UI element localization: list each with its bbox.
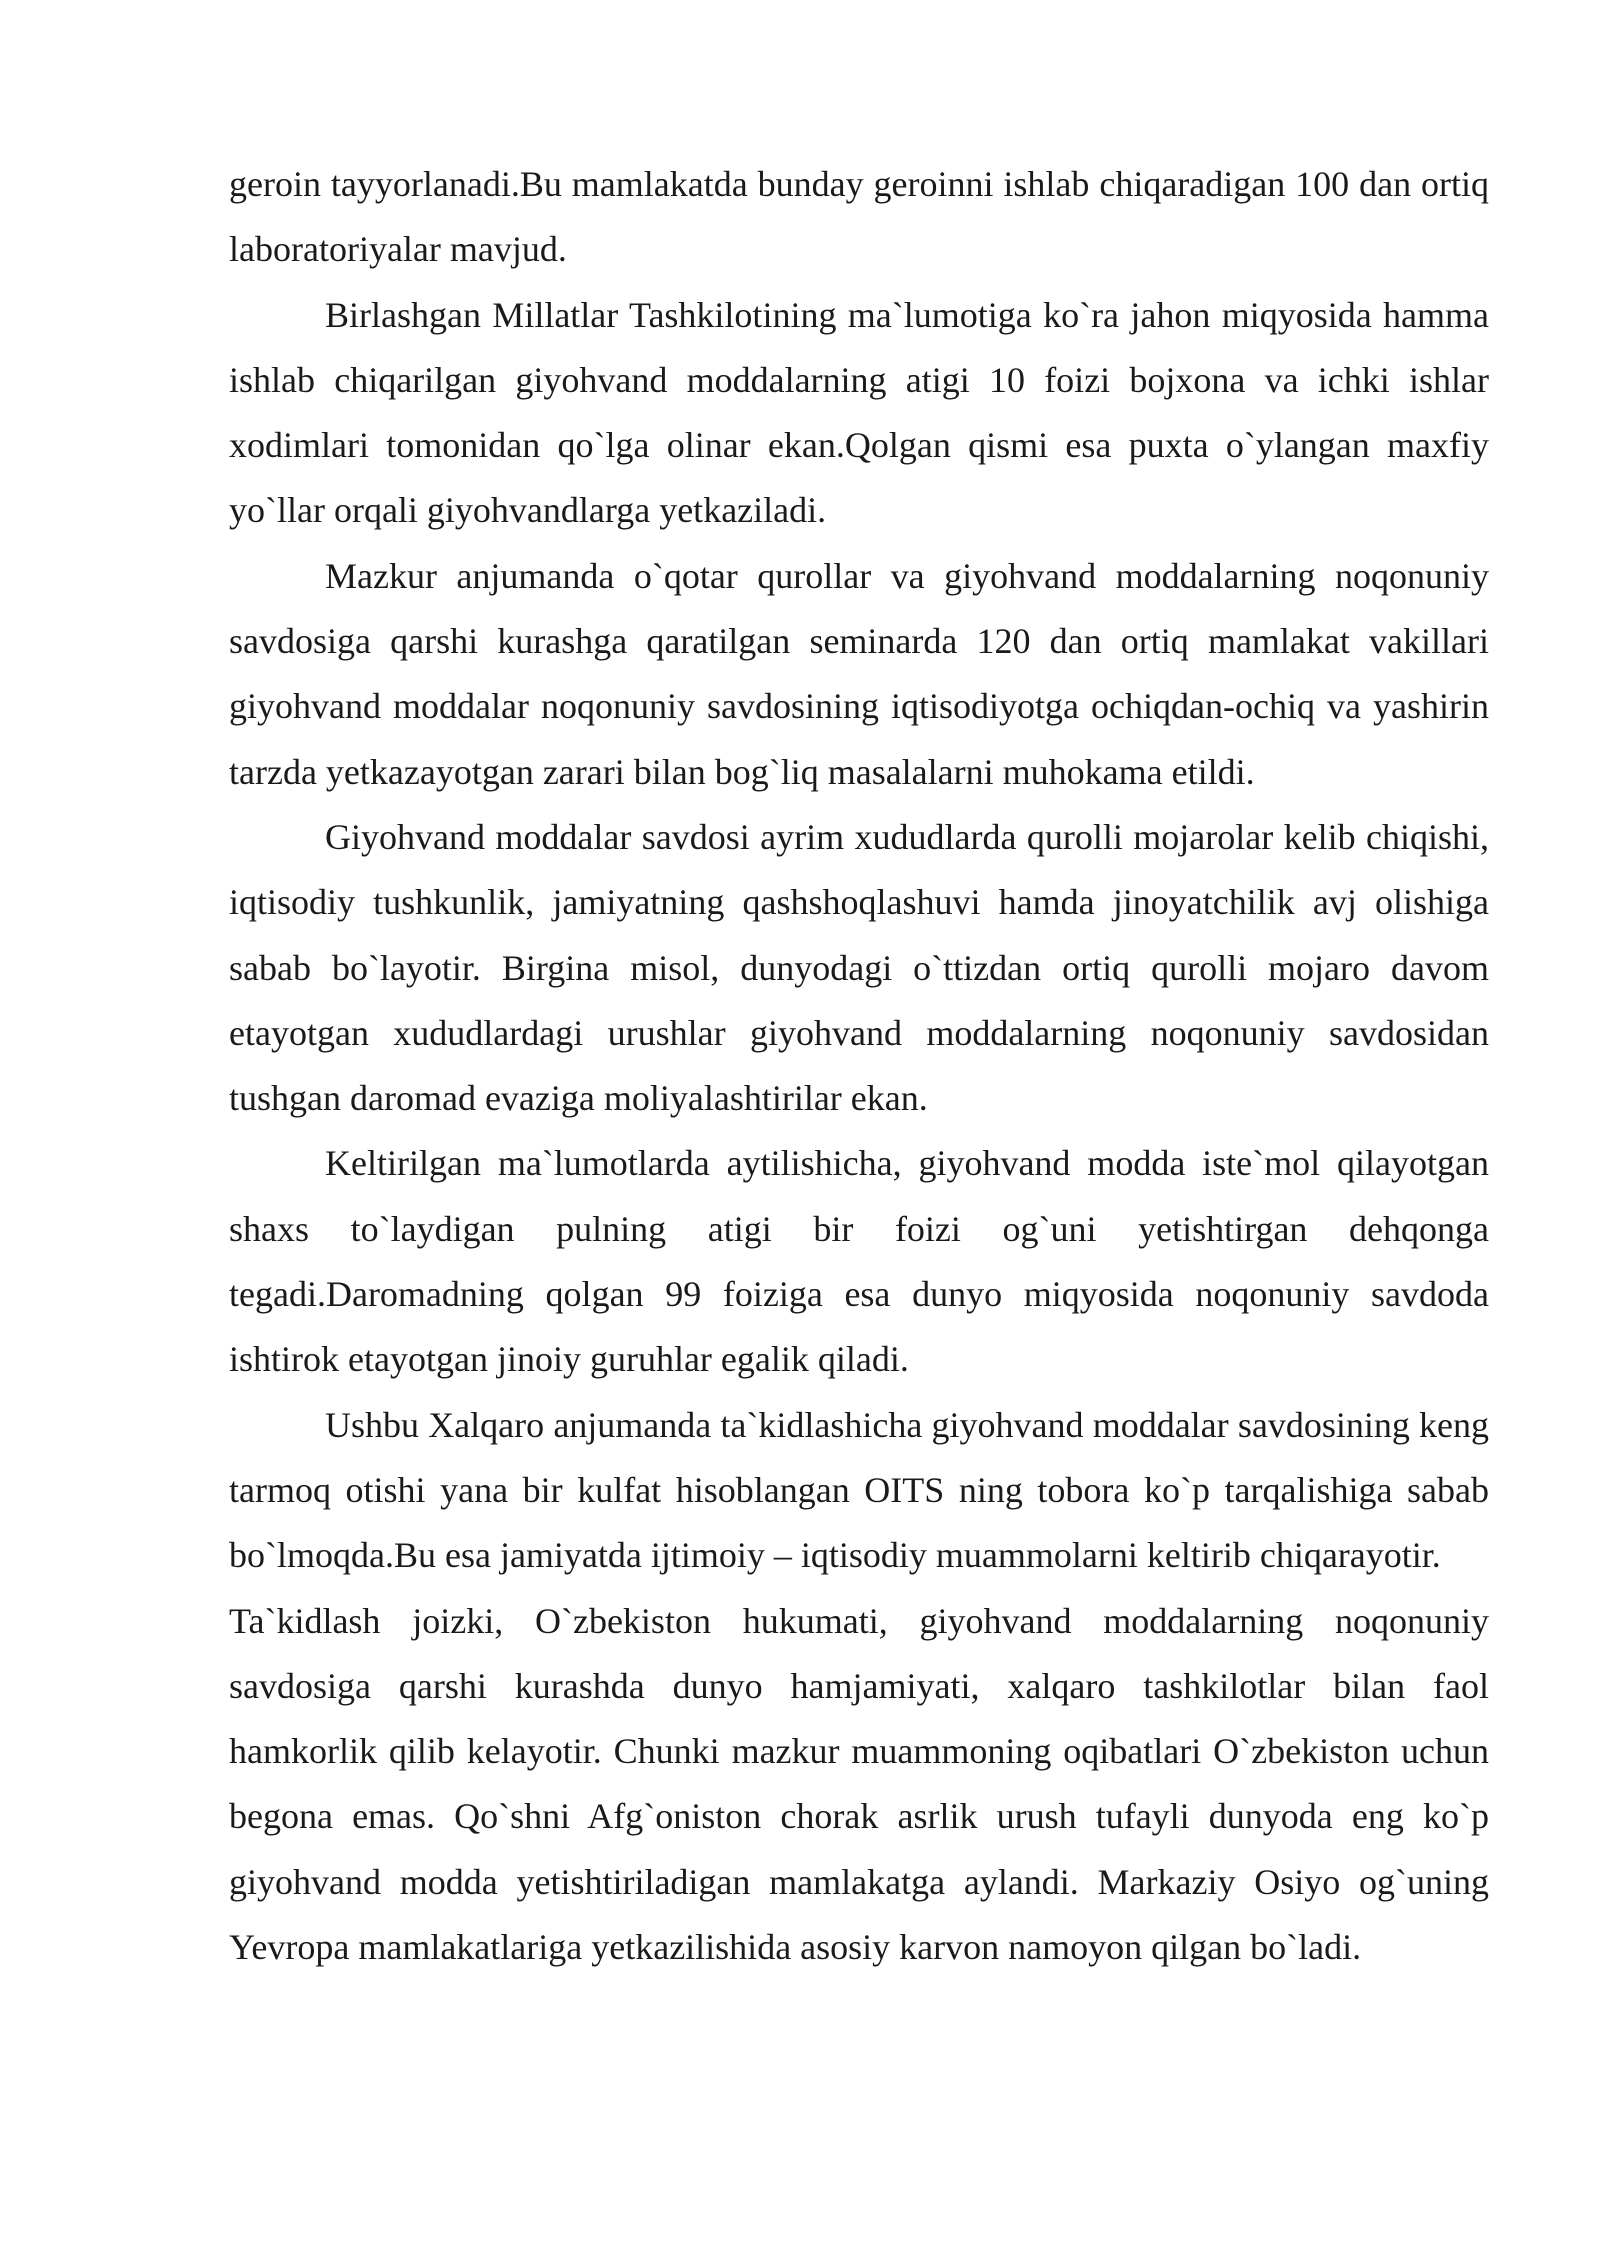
- paragraph-5: Keltirilgan ma`lumotlarda aytilishicha, giyohvand modda iste`mol qilayotgan shaxs to`laydigan pulning atigi bir foizi og`uni yetishtirgan dehqonga tegadi.Daromadning qolgan 99 foiziga esa dunyo miqyosida noqonuniy savdoda ishtirok etayotgan jinoiy guruhlar egalik qiladi.: [229, 1143, 1489, 1380]
- document-body: [229, 152, 1489, 1980]
- paragraph-7: Ta`kidlash joizki, O`zbekiston hukumati, giyohvand moddalarning noqonuniy savdosiga qarshi kurashda dunyo hamjamiyati, xalqaro tashkilotlar bilan faol hamkorlik qilib kelayotir. Chunki mazkur muammoning oqibatlari O`zbekiston uchun begona emas. Qo`shni Afg`oniston chorak asrlik urush tufayli dunyoda eng ko`p giyohvand modda yetishtiriladigan mamlakatga aylandi. Markaziy Osiyo og`uning Yevropa mamlakatlariga yetkazilishida asosiy karvon namoyon qilgan bo`ladi.: [229, 1600, 1489, 1968]
- paragraph-6: Ushbu Xalqaro anjumanda ta`kidlashicha giyohvand moddalar savdosining keng tarmoq otishi yana bir kulfat hisoblangan OITS ning tobora ko`p tarqalishiga sabab bo`lmoqda.Bu esa jamiyatda ijtimoiy – iqtisodiy muammolarni keltirib chiqarayotir.: [229, 1404, 1489, 1576]
- paragraph-1: geroin tayyorlanadi.Bu mamlakatda bunday geroinni ishlab chiqaradigan 100 dan ortiq laboratoriyalar mavjud.: [229, 164, 1489, 270]
- paragraph-4: Giyohvand moddalar savdosi ayrim xududlarda qurolli mojarolar kelib chiqishi, iqtisodiy tushkunlik, jamiyatning qashshoqlashuvi hamda jinoyatchilik avj olishiga sabab bo`layotir. Birgina misol, dunyodagi o`ttizdan ortiq qurolli mojaro davom etayotgan xududlardagi urushlar giyohvand moddalarning noqonuniy savdosidan tushgan daromad evaziga moliyalashtirilar ekan.: [229, 816, 1489, 1119]
- paragraph-2: Birlashgan Millatlar Tashkilotining ma`lumotiga ko`ra jahon miqyosida hamma ishlab chiqarilgan giyohvand moddalarning atigi 10 foizi bojxona va ichki ishlar xodimlari tomonidan qo`lga olinar ekan.Qolgan qismi esa puxta o`ylangan maxfiy yo`llar orqali giyohvandlarga yetkaziladi.: [229, 294, 1489, 531]
- paragraph-3: Mazkur anjumanda o`qotar qurollar va giyohvand moddalarning noqonuniy savdosiga qarshi kurashga qaratilgan seminarda 120 dan ortiq mamlakat vakillari giyohvand moddalar noqonuniy savdosining iqtisodiyotga ochiqdan-ochiq va yashirin tarzda yetkazayotgan zarari bilan bog`liq masalalarni muhokama etildi.: [229, 555, 1489, 792]
